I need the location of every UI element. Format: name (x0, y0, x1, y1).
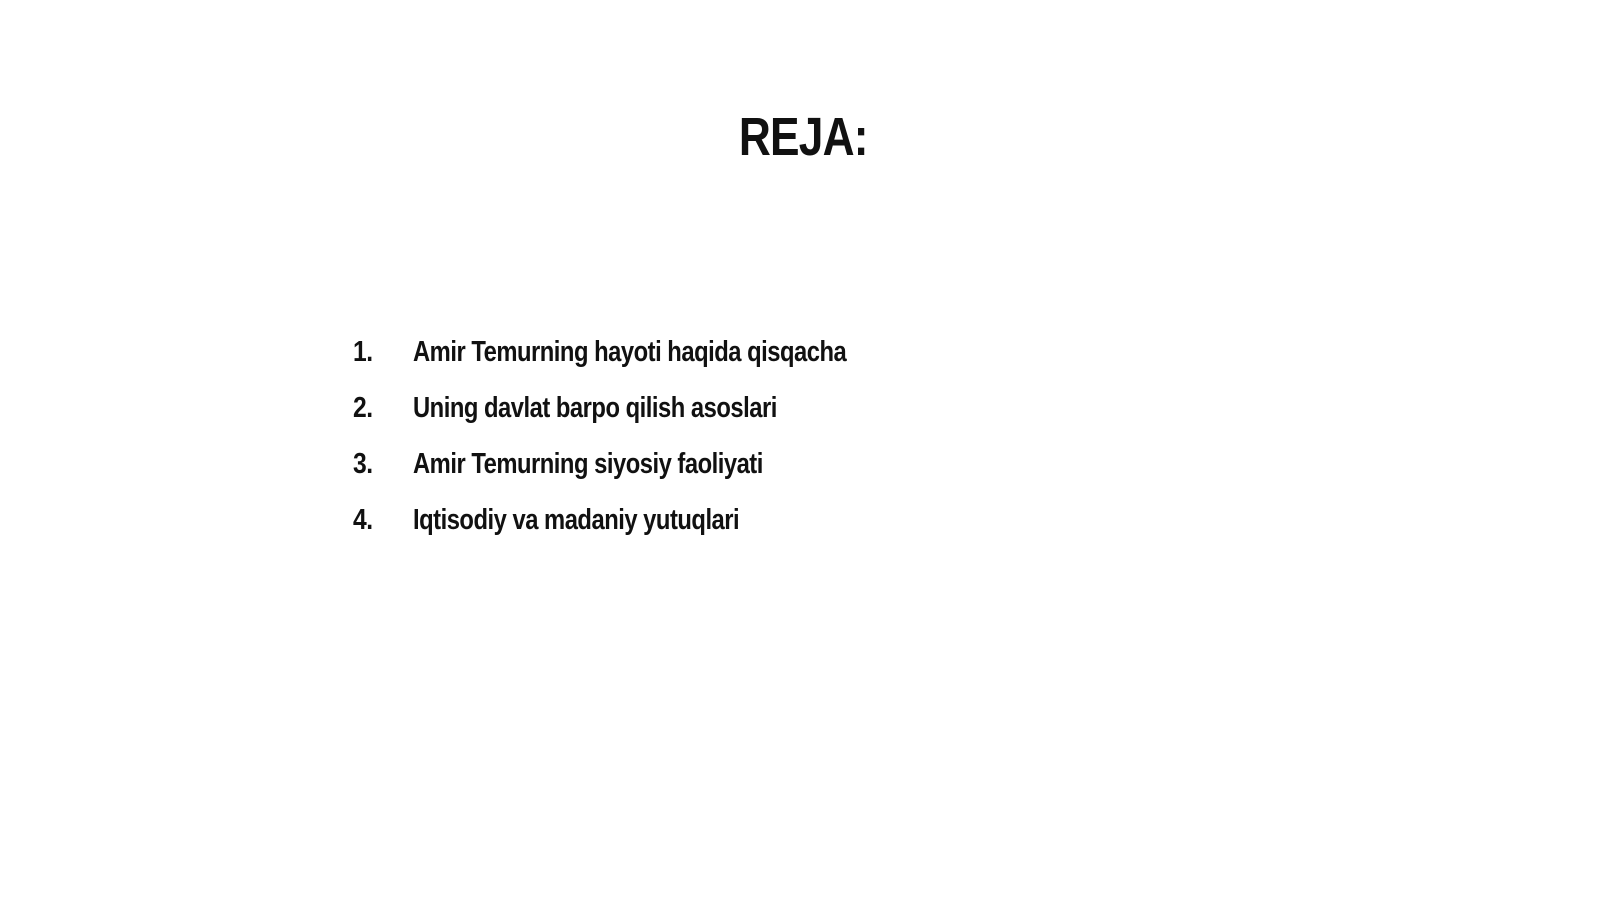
list-item-text: Iqtisodiy va madaniy yutuqlari (413, 504, 740, 536)
list-item-text: Amir Temurning siyosiy faoliyati (413, 448, 763, 480)
list-item-number: 4. (353, 504, 373, 536)
plan-list (353, 324, 941, 548)
list-item-text: Uning davlat barpo qilish asoslari (413, 392, 777, 424)
list-item (353, 492, 941, 548)
list-item (353, 436, 941, 492)
list-item-number: 2. (353, 392, 373, 424)
list-item-text: Amir Temurning hayoti haqida qisqacha (413, 336, 847, 368)
list-item (353, 380, 941, 436)
slide-title: REJA: (738, 107, 868, 167)
list-item-number: 3. (353, 448, 373, 480)
list-item (353, 324, 941, 380)
list-item-number: 1. (353, 336, 373, 368)
